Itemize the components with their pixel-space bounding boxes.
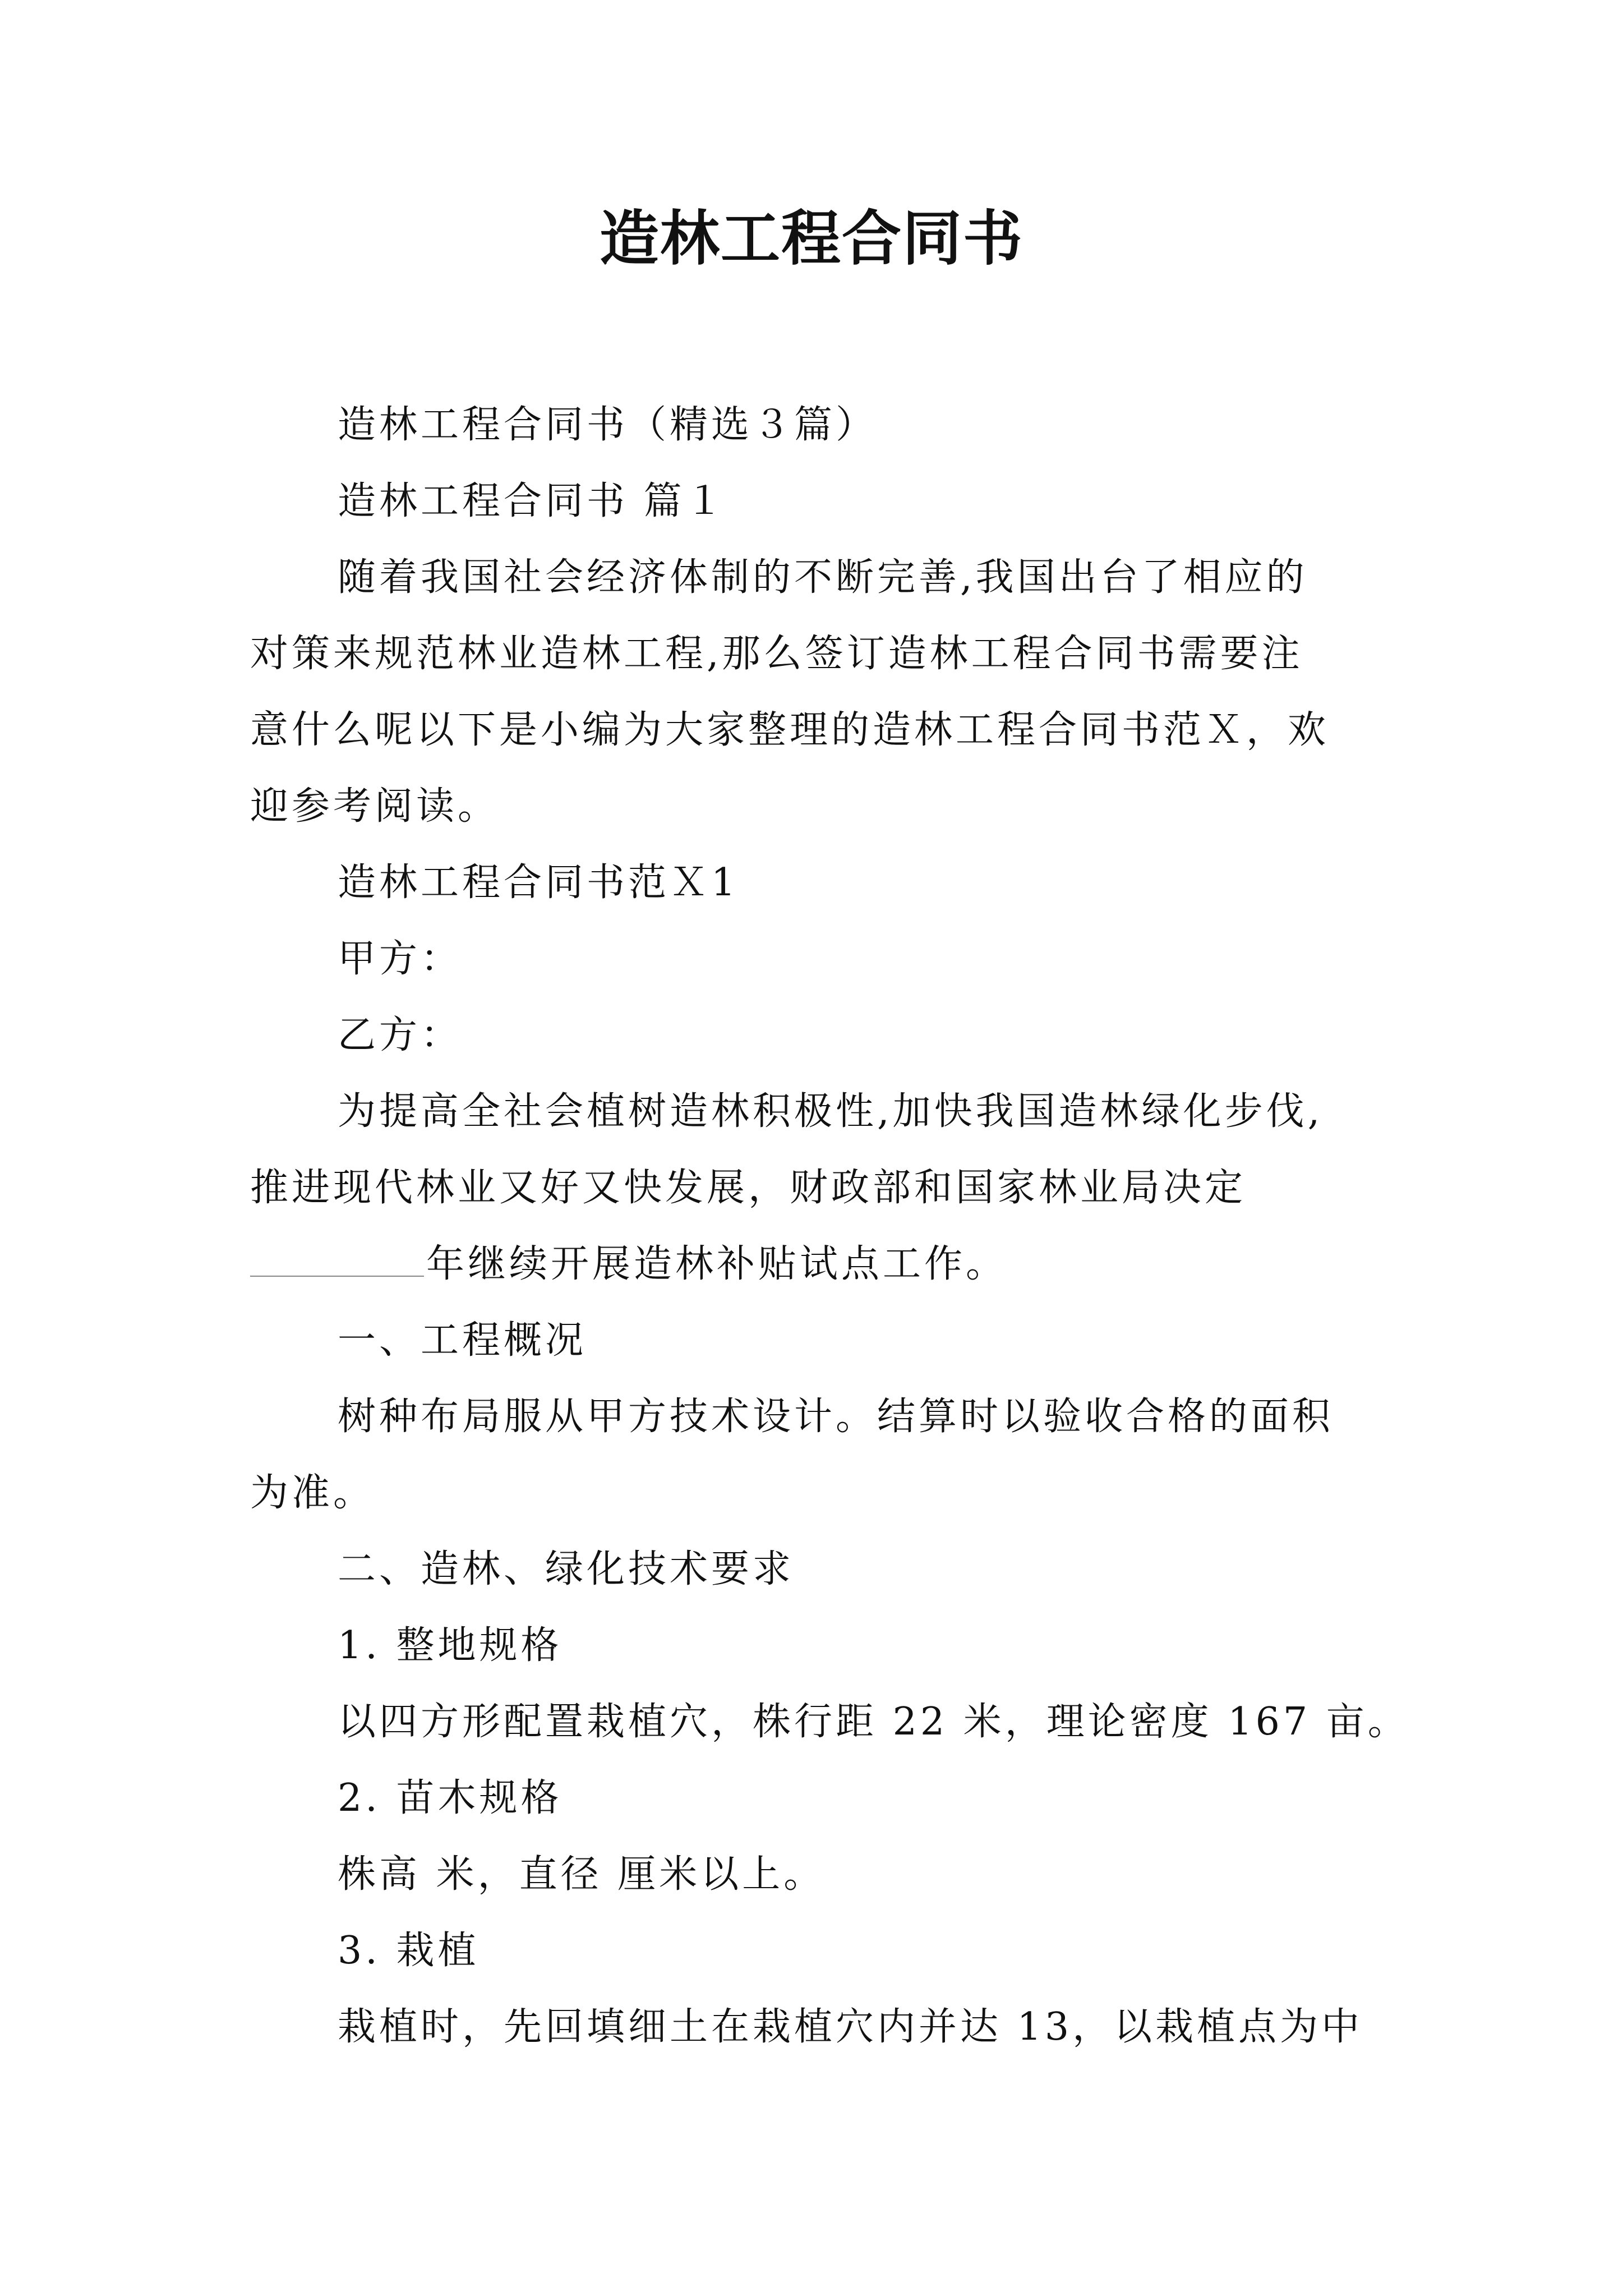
paragraph-purpose: [250, 1074, 1394, 1303]
paragraph-line: 随着我国社会经济体制的不断完善,我国出台了相应的: [338, 555, 1308, 600]
paragraph-line: 推进现代林业又好又快发展，财政部和国家林业局决定: [250, 1166, 1247, 1210]
party-a-label: 甲方：: [338, 937, 463, 981]
document-title: 造林工程合同书: [600, 203, 1023, 273]
paragraph-section-heading: 造林工程合同书 篇１: [338, 479, 727, 523]
paragraph-line: 迎参考阅读。: [250, 784, 500, 829]
paragraph-line: 意什么呢以下是小编为大家整理的造林工程合同书范Ｘ，欢: [250, 708, 1330, 752]
paragraph-seedling: 株高 米，直径 厘米以上。: [338, 1852, 826, 1897]
paragraph-planting: 栽植时，先回填细土在栽植穴内并达 13，以栽植点为中: [338, 2005, 1363, 2049]
subsection-heading-seedling: 2. 苗木规格: [338, 1776, 562, 1820]
year-blank-underline: [250, 1242, 424, 1277]
document-body: [250, 387, 1409, 2065]
paragraph-subtitle: 造林工程合同书（精选３篇）: [338, 403, 878, 447]
paragraph-site-prep: 以四方形配置栽植穴，株行距 22 米，理论密度 167 亩。: [338, 1700, 1409, 1744]
paragraph-intro: [250, 540, 1394, 845]
paragraph-sample-heading: 造林工程合同书范Ｘ1: [338, 861, 739, 905]
paragraph-line-text: 年继续开展造林补贴试点工作。: [426, 1242, 1008, 1286]
party-b-label: 乙方：: [338, 1013, 463, 1057]
paragraph-line: 树种布局服从甲方技术设计。结算时以验收合格的面积: [338, 1395, 1334, 1439]
paragraph-line-with-blank: [250, 1226, 1394, 1303]
section-heading-overview: 一、工程概况: [338, 1318, 587, 1363]
subsection-heading-planting: 3. 栽植: [338, 1929, 479, 1973]
section-heading-technical: 二、造林、绿化技术要求: [338, 1547, 795, 1591]
paragraph-line: 为准。: [250, 1471, 375, 1515]
paragraph-line: 对策来规范林业造林工程,那么签订造林工程合同书需要注: [250, 632, 1303, 676]
paragraph-line: 为提高全社会植树造林积极性,加快我国造林绿化步伐,: [338, 1089, 1324, 1134]
subsection-heading-site-prep: 1. 整地规格: [338, 1623, 562, 1668]
paragraph-species-layout: [250, 1379, 1394, 1531]
